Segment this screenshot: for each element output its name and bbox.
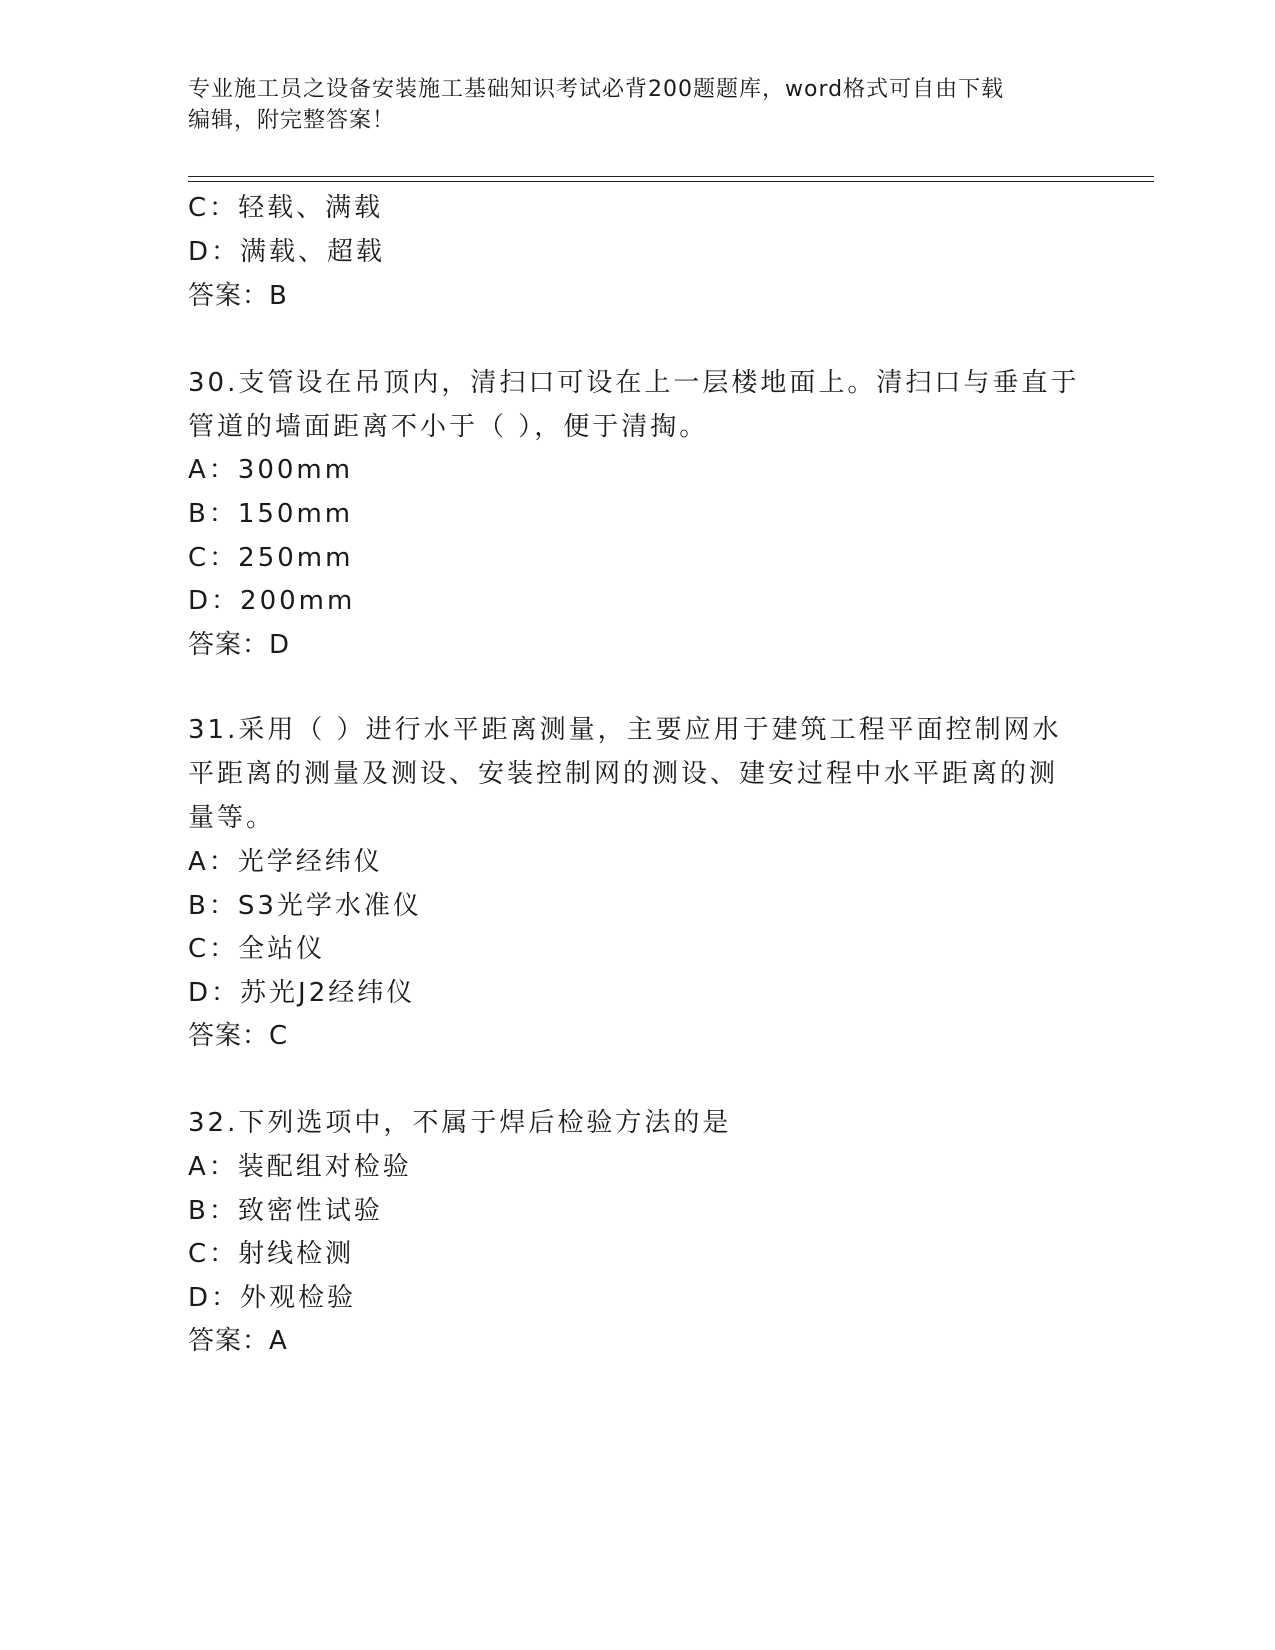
question-32-option-b: B：致密性试验: [188, 1196, 383, 1226]
question-31-stem-line-1: 31.采用（ ）进行水平距离测量，主要应用于建筑工程平面控制网水: [188, 715, 1062, 745]
question-31-option-c: C：全站仪: [188, 934, 326, 964]
question-30-stem-line-1: 30.支管设在吊顶内，清扫口可设在上一层楼地面上。清扫口与垂直于: [188, 368, 1080, 398]
option-c: C：轻载、满载: [188, 193, 384, 223]
question-31-option-d: D：苏光J2经纬仪: [188, 978, 416, 1008]
option-d: D：满载、超载: [188, 237, 386, 267]
question-30-stem-line-2: 管道的墙面距离不小于（ ），便于清掏。: [188, 412, 709, 442]
question-32-option-a: A：装配组对检验: [188, 1152, 412, 1182]
question-31-option-a: A：光学经纬仪: [188, 847, 383, 877]
question-32-option-d: D：外观检验: [188, 1283, 357, 1313]
header-divider-top: [188, 176, 1154, 177]
question-30-option-d: D：200mm: [188, 586, 356, 616]
question-32-option-c: C：射线检测: [188, 1239, 355, 1269]
question-30-option-a: A：300mm: [188, 455, 354, 485]
question-30-option-c: C：250mm: [188, 543, 354, 573]
question-30-option-b: B：150mm: [188, 499, 354, 529]
question-31-stem-line-3: 量等。: [188, 803, 276, 833]
header-divider-bottom: [188, 181, 1154, 182]
header-line-1: 专业施工员之设备安装施工基础知识考试必背200题题库，word格式可自由下载: [188, 77, 1005, 102]
header-line-2: 编辑，附完整答案！: [188, 108, 396, 133]
question-32-stem: 32.下列选项中，不属于焊后检验方法的是: [188, 1108, 732, 1138]
question-31-stem-line-2: 平距离的测量及测设、安装控制网的测设、建安过程中水平距离的测: [188, 759, 1059, 789]
question-30-answer: 答案：D: [188, 630, 291, 660]
question-31-answer: 答案：C: [188, 1021, 289, 1051]
question-32-answer: 答案：A: [188, 1326, 288, 1356]
document-header: [188, 74, 1068, 136]
answer-line: 答案：B: [188, 281, 288, 311]
question-31-option-b: B：S3光学水准仪: [188, 891, 422, 921]
